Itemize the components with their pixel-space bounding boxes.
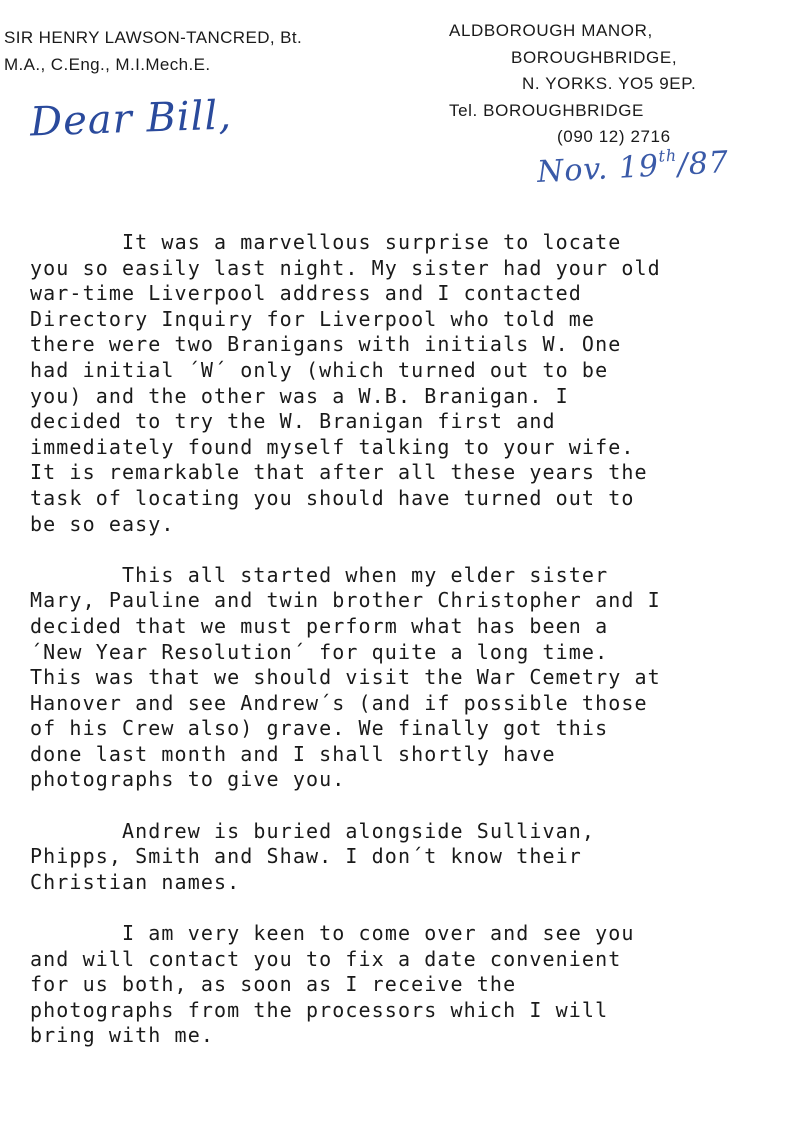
paragraph-1: It was a marvellous surprise to locate you so easily last night. My sister had your old war-time Liverpool address and I contacted Directory Inquiry for Liverpool who told me there were two Branigans with initials W. One had initial ´W´ only (which turned out to be you) and the other was a W.B. Branigan. I decided to try the W. Branigan first and immediately found myself talking to your wife. It is remarkable that after all these years the task of locating you should have turned out to be so easy. — [30, 230, 661, 536]
address-line-telephone: Tel. BOROUGHBRIDGE — [449, 100, 644, 120]
date-ordinal: th — [657, 145, 678, 166]
address-line-town: BOROUGHBRIDGE, — [511, 47, 678, 67]
date-year: /87 — [676, 144, 730, 183]
paragraph-4: I am very keen to come over and see you and will contact you to fix a date convenient for us both, as soon as I receive the photographs from the processors which I will bring with me. — [30, 921, 635, 1048]
letter-body — [30, 230, 770, 1075]
handwritten-salutation: Dear Bill, — [29, 92, 233, 146]
address-line-phone-number: (090 12) 2716 — [557, 127, 671, 146]
address-line-manor: ALDBOROUGH MANOR, — [449, 21, 653, 40]
date-day: Nov. 19 — [536, 148, 660, 190]
paragraph-2: This all started when my elder sister Mary, Pauline and twin brother Christopher and I decided that we must perform what has been a ´New Year Resolution´ for quite a long time. This was that we should visit the War Cemetry at Hanover and see Andrew´s (and if possible those of his Crew also) grave. We finally got this done last month and I shall shortly have photographs to give you. — [30, 562, 661, 792]
paragraph-3: Andrew is buried alongside Sullivan, Phipps, Smith and Shaw. I don´t know their Christian names. — [30, 818, 596, 894]
address-block — [449, 18, 696, 151]
sender-name: SIR HENRY LAWSON-TANCRED, Bt. — [4, 28, 303, 47]
sender-qualifications: M.A., C.Eng., M.I.Mech.E. — [4, 55, 211, 74]
address-line-postcode: N. YORKS. YO5 9EP. — [522, 74, 697, 93]
sender-block — [4, 24, 302, 78]
